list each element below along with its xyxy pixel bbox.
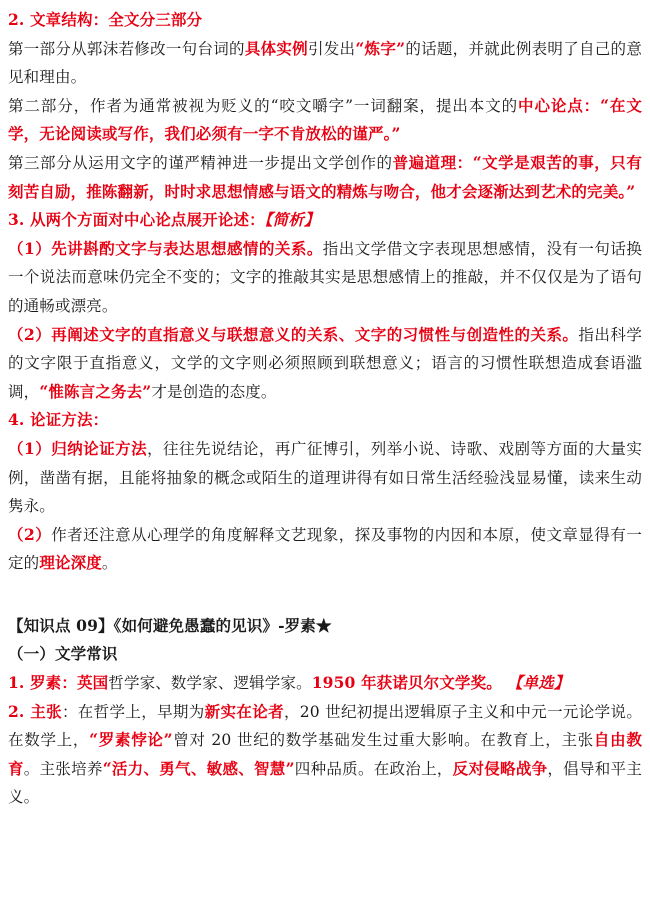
section-2-part-3: 第三部分从运用文字的谨严精神进一步提出文学创作的普遍道理：“文学是艰苦的事，只有刻苦自励，推陈翻新，时时求思想情感与语文的精炼与吻合，他才会逐渐达到艺术的完美。” (8, 152, 642, 201)
knowledge-point-09-title: 【知识点 09】《如何避免愚蠢的见识》-罗素★ (8, 615, 332, 635)
russell-views: 2. 主张：在哲学上，早期为新实在论者，20 世纪初提出逻辑原子主义和中元一元论学说。在数学上，“罗素悖论”曾对 20 世纪的数学基础发生过重大影响。在教育上，主张自由教育。主张培养“活力、勇气、敏感、智慧”四种品质。在政治上，反对侵略战争，倡导和平主义。 (8, 701, 642, 807)
section-3-item-1: （1）先讲斟酌文字与表达思想感情的关系。指出文学借文字表现思想感情，没有一句话换一个说法而意味仍完全不变的；文字的推敲其实是思想感情上的推敲，并不仅仅是为了语句的通畅或漂亮。 (8, 238, 642, 315)
section-2-heading: 2. 文章结构：全文分三部分 (8, 10, 203, 29)
section-3-item-2: （2）再阐述文字的直指意义与联想意义的关系、文字的习惯性与创造性的关系。指出科学的文字限于直指意义，文学的文字则必须照顾到联想意义；语言的习惯性联想造成套语滥调，“惟陈言之务去”才是创造的态度。 (8, 324, 642, 401)
section-2-part-2: 第二部分，作者为通常被视为贬义的“咬文嚼字”一词翻案，提出本文的中心论点：“在文学，无论阅读或写作，我们必须有一字不肯放松的谨严。” (8, 95, 642, 144)
literary-common-sense-heading: （一）文学常识 (8, 644, 118, 664)
section-4-item-2: （2）作者还注意从心理学的角度解释文艺现象，探及事物的内因和本原，使文章显得有一定的理论深度。 (8, 524, 642, 573)
section-3-heading: 3. 从两个方面对中心论点展开论述：【简析】 (8, 210, 320, 230)
russell-bio: 1. 罗素：英国哲学家、数学家、逻辑学家。1950 年获诺贝尔文学奖。 【单选】 (8, 673, 570, 693)
spacer (8, 578, 642, 612)
section-4-item-1: （1）归纳论证方法，往往先说结论，再广征博引，列举小说、诗歌、戏剧等方面的大量实例，凿凿有据，且能将抽象的概念或陌生的道理讲得有如日常生活经验浅显易懂，读来生动隽永。 (8, 438, 642, 516)
section-2-part-1: 第一部分从郭沫若修改一句台词的具体实例引发出“炼字”的话题，并就此例表明了自己的意见和理由。 (8, 38, 642, 87)
section-4-heading: 4. 论证方法： (8, 410, 109, 430)
